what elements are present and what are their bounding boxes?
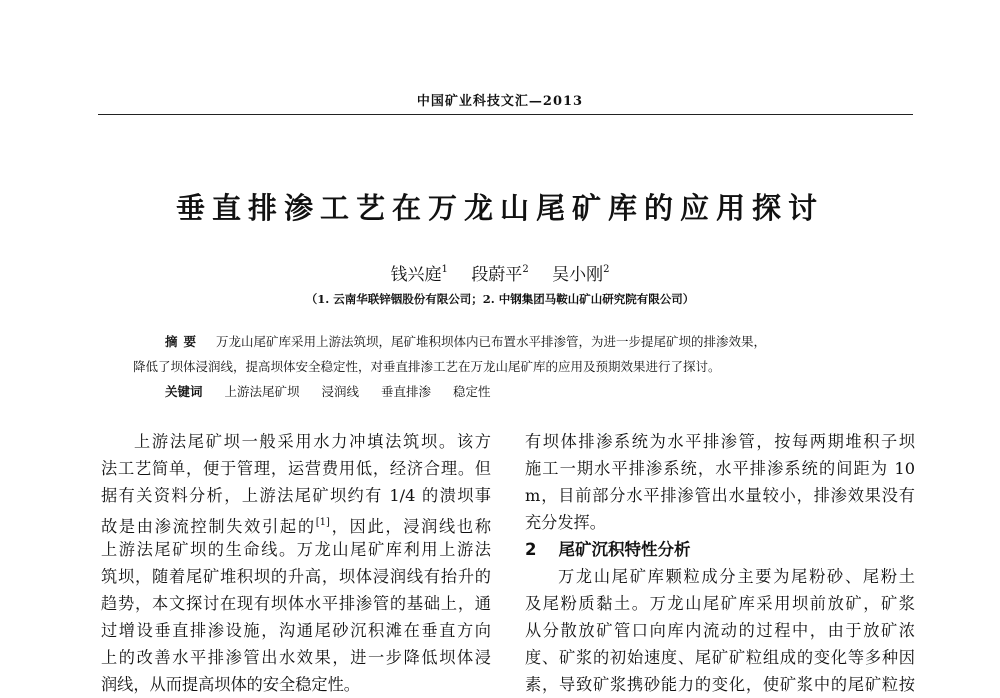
- text-line: 上游法尾矿坝的生命线。万龙山尾矿库利用上游法: [101, 540, 491, 559]
- text-line: 素，导致矿浆携砂能力的变化，使矿浆中的尾矿粒按: [525, 675, 915, 694]
- text-line: 度、矿浆的初始速度、尾矿矿粒组成的变化等多种因: [525, 648, 915, 667]
- left-column: [101, 428, 491, 698]
- author-list: [0, 260, 1000, 285]
- abstract-label: 摘要: [165, 334, 203, 349]
- paper-title: 垂直排渗工艺在万龙山尾矿库的应用探讨: [175, 191, 824, 225]
- keyword: 上游法尾矿坝: [224, 384, 300, 399]
- citation: [1]: [315, 517, 330, 528]
- author: 段蔚平$^2$: [471, 264, 529, 285]
- keywords: [165, 382, 491, 400]
- text-line: 万龙山尾矿库颗粒成分主要为尾粉砂、尾粉土: [558, 567, 915, 586]
- text-line: 及尾粉质黏土。万龙山尾矿库采用坝前放矿，矿浆: [525, 594, 915, 613]
- abstract-line-2: 降低了坝体浸润线，提高坝体安全稳定性，对垂直排渗工艺在万龙山尾矿库的应用及预期效果进行了探讨。: [133, 359, 721, 374]
- section-heading: 2 尾矿沉积特性分析: [525, 540, 691, 559]
- text-line: 从分散放矿管口向库内流动的过程中，由于放矿浓: [525, 621, 915, 640]
- right-column: [525, 428, 915, 698]
- author: 吴小刚$^2$: [552, 264, 610, 285]
- text-line: 趋势，本文探讨在现有坝体水平排渗管的基础上，通: [101, 594, 491, 613]
- text-line: m，目前部分水平排渗管出水量较小，排渗效果没有: [525, 486, 915, 505]
- keywords-label: 关键词: [165, 384, 203, 399]
- affiliations: （1. 云南华联锌铟股份有限公司；2. 中钢集团马鞍山矿山研究院有限公司）: [305, 292, 695, 306]
- text-line: 上的改善水平排渗管出水效果，进一步降低坝体浸: [101, 648, 491, 667]
- header-rule: [98, 114, 913, 115]
- abstract-line-1: 摘要 万龙山尾矿库采用上游法筑坝，尾矿堆积坝体内已布置水平排渗管，为进一步提尾矿坝的排渗效果，: [165, 334, 767, 349]
- author: 钱兴庭$^1$: [390, 264, 448, 285]
- text-line: 上游法尾矿坝一般采用水力冲填法筑坝。该方: [134, 432, 491, 451]
- text-line: 充分发挥。: [525, 513, 606, 532]
- text-line: 过增设垂直排渗设施，沟通尾砂沉积滩在垂直方向: [101, 621, 491, 640]
- text-line: 筑坝，随着尾矿堆积坝的升高，坝体浸润线有抬升的: [101, 567, 491, 586]
- text-line: 施工一期水平排渗系统，水平排渗系统的间距为 10: [525, 459, 915, 478]
- text-line: 故是由渗流控制失效引起的[1]，因此，浸润线也称: [101, 517, 491, 536]
- running-header: 中国矿业科技文汇—2013: [416, 94, 584, 109]
- text-line: 法工艺简单，便于管理，运营费用低，经济合理。但: [101, 459, 491, 478]
- keyword: 垂直排渗: [381, 384, 432, 399]
- keyword: 稳定性: [453, 384, 491, 399]
- text-line: 润线，从而提高坝体的安全稳定性。: [101, 675, 360, 694]
- text-line: 有坝体排渗系统为水平排渗管，按每两期堆积子坝: [525, 432, 915, 451]
- text-line: 据有关资料分析，上游法尾矿坝约有 1/4 的溃坝事: [101, 486, 491, 505]
- keyword: 浸润线: [321, 384, 360, 399]
